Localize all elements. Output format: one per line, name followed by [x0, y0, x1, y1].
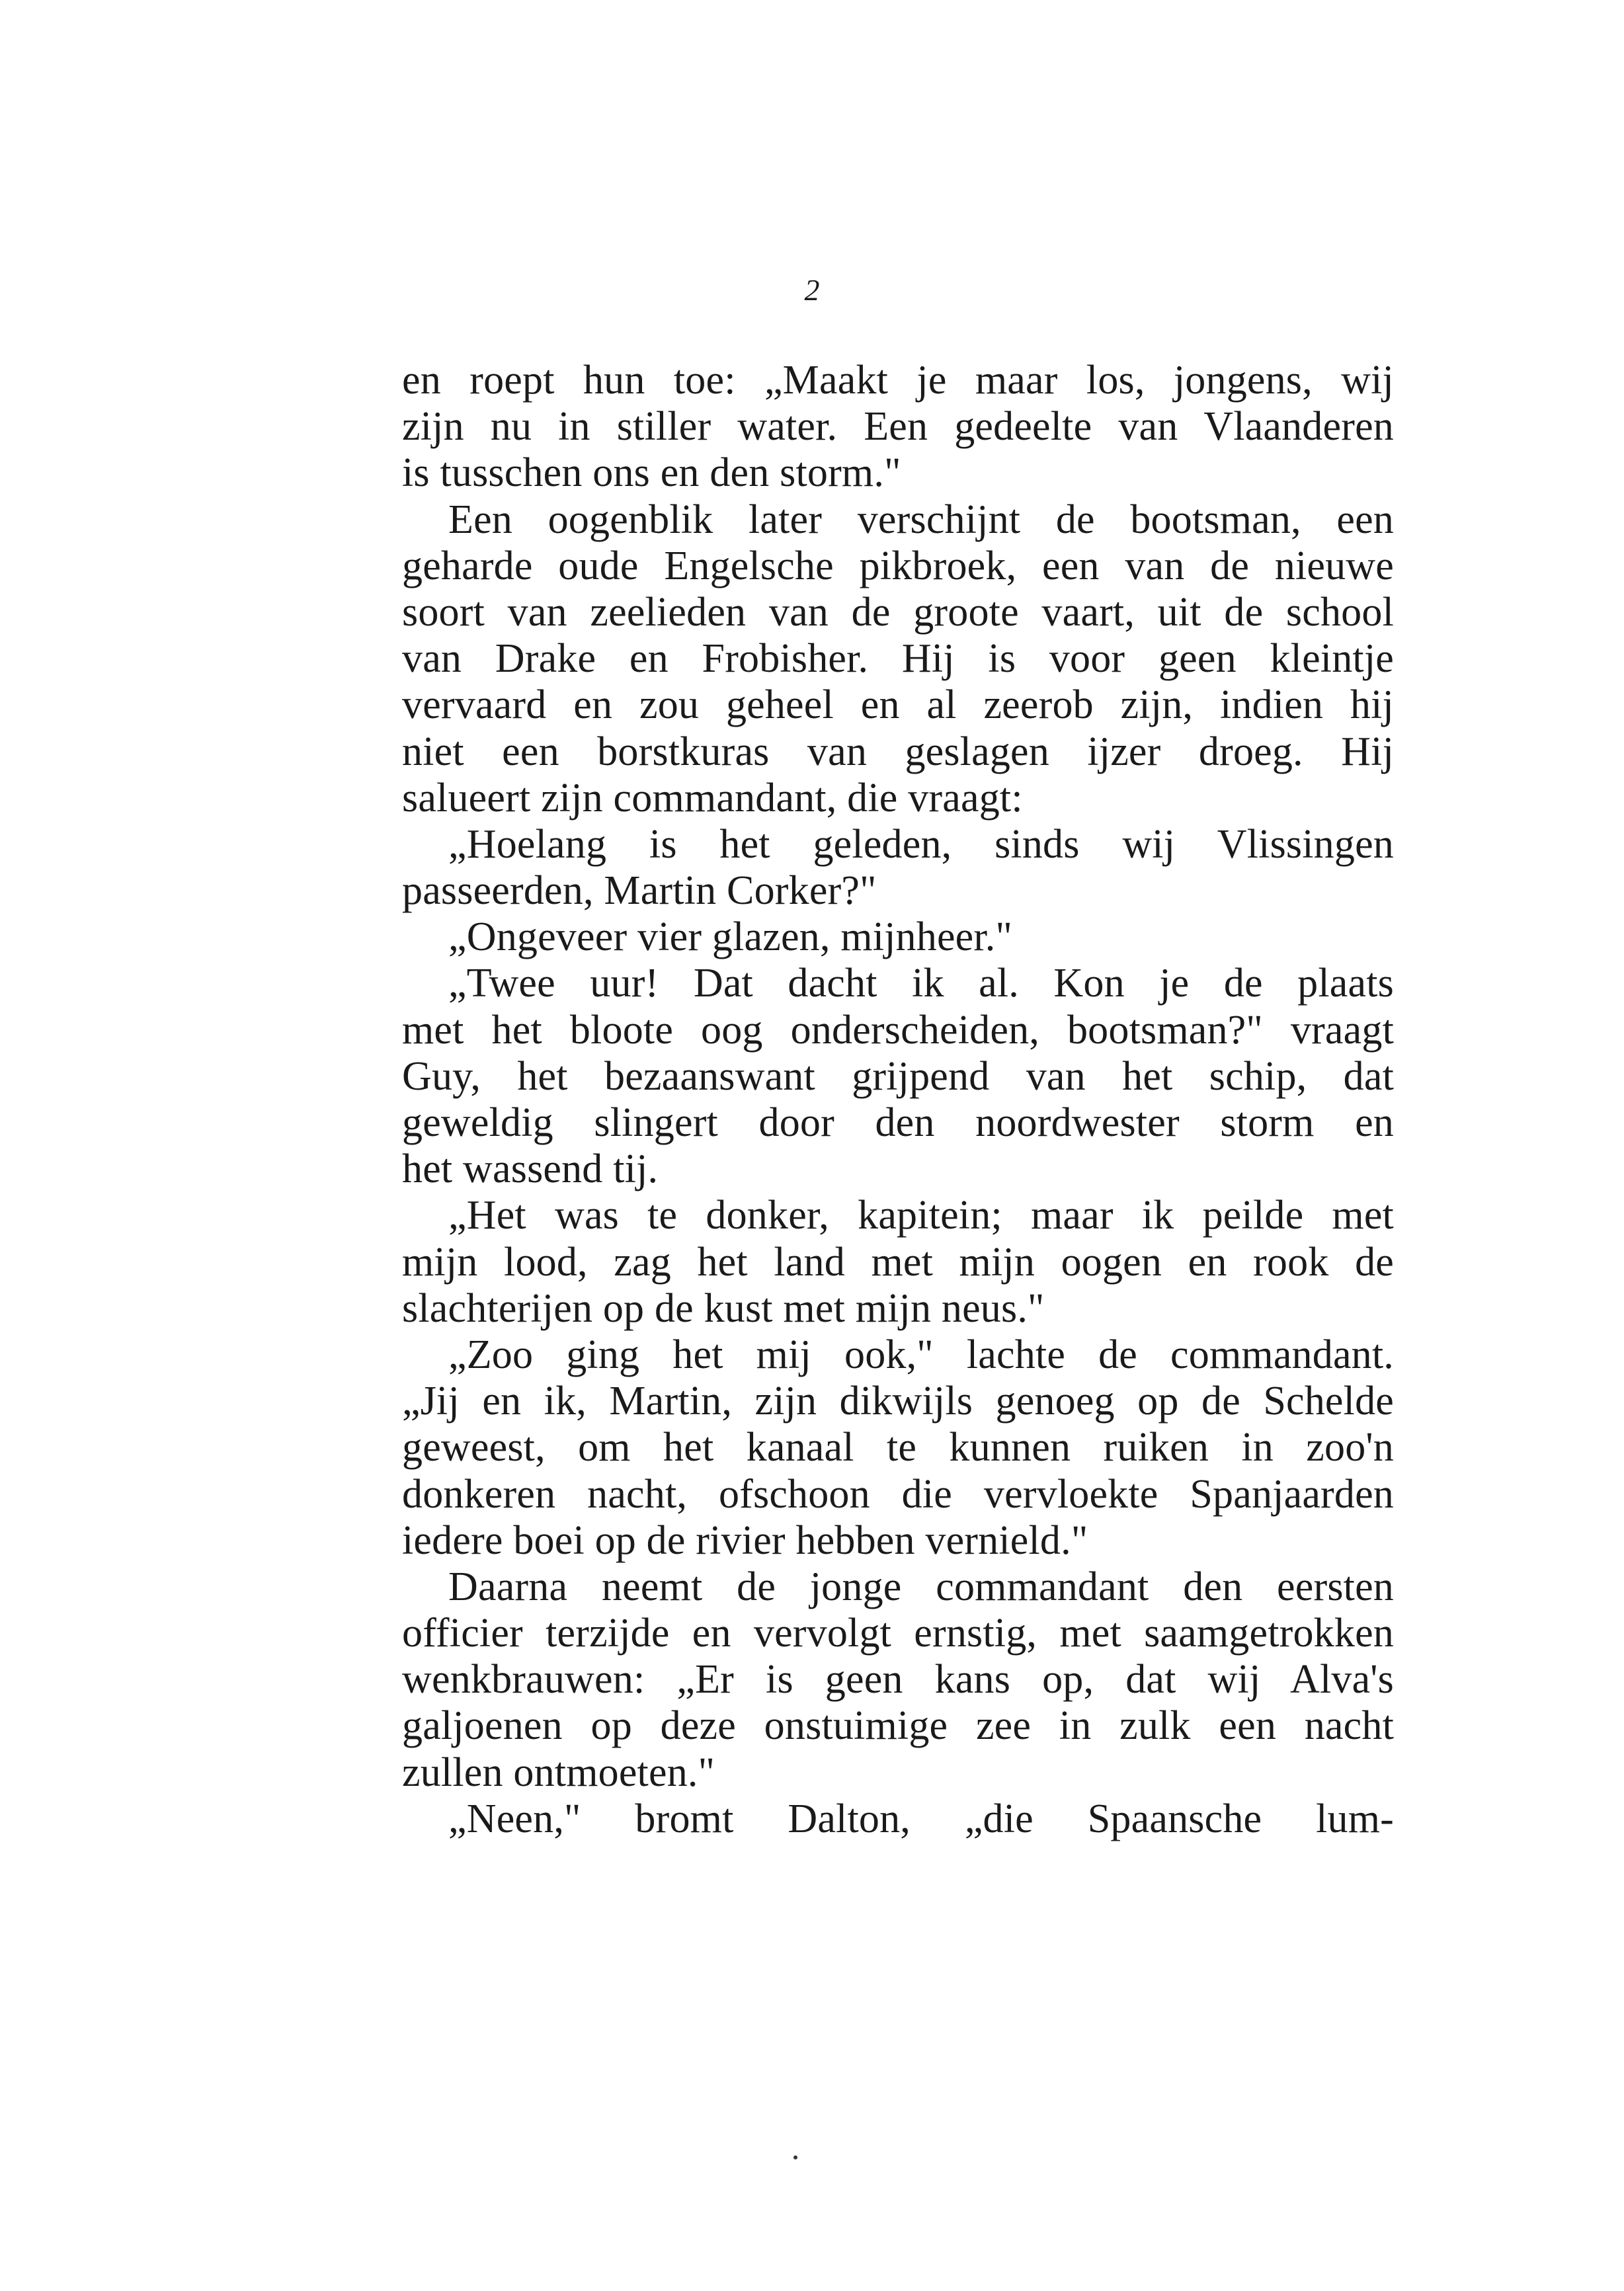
text-line: „Zoo ging het mij ook," lachte de commandant.: [448, 1332, 1394, 1377]
text-line: iedere boei op de rivier hebben vernield.": [402, 1517, 1088, 1563]
text-line: passeerden, Martin Corker?": [402, 868, 877, 914]
text-line: met het bloote oog onderscheiden, bootsman?" vraagt: [402, 1007, 1394, 1053]
text-line: niet een borstkuras van geslagen ijzer droeg. Hij: [402, 729, 1394, 774]
text-line: „Ongeveer vier glazen, mijnheer.": [448, 914, 1013, 960]
body-text: [402, 357, 1394, 1842]
text-line: Daarna neemt de jonge commandant den eersten: [448, 1564, 1394, 1609]
text-line: „Jij en ik, Martin, zijn dikwijls genoeg op de Schelde: [402, 1379, 1394, 1424]
text-line: officier terzijde en vervolgt ernstig, met saamgetrokken: [402, 1611, 1394, 1656]
text-line: „Neen," bromt Dalton, „die Spaansche lum-: [448, 1796, 1394, 1841]
text-line: geweldig slingert door den noordwester storm en: [402, 1100, 1394, 1145]
text-line: „Twee uur! Dat dacht ik al. Kon je de plaats: [448, 961, 1394, 1006]
page-number: 2: [804, 273, 820, 307]
text-line: zijn nu in stiller water. Een gedeelte van Vlaanderen: [402, 404, 1394, 450]
text-line: en roept hun toe: „Maakt je maar los, jongens, wij: [402, 358, 1394, 403]
text-line: „Hoelang is het geleden, sinds wij Vlissingen: [448, 821, 1394, 867]
text-line: donkeren nacht, ofschoon die vervloekte Spanjaarden: [402, 1471, 1394, 1517]
text-line: vervaard en zou geheel en al zeerob zijn, indien hij: [402, 682, 1394, 728]
text-line: salueert zijn commandant, die vraagt:: [402, 775, 1023, 821]
print-speck: [793, 2155, 797, 2159]
text-line: is tusschen ons en den storm.": [402, 450, 901, 496]
text-line: mijn lood, zag het land met mijn oogen en rook de: [402, 1239, 1394, 1285]
text-line: Guy, het bezaanswant grijpend van het schip, dat: [402, 1053, 1394, 1099]
text-line: galjoenen op deze onstuimige zee in zulk een nacht: [402, 1703, 1394, 1749]
text-line: het wassend tij.: [402, 1146, 659, 1192]
text-line: zullen ontmoeten.": [402, 1749, 715, 1795]
text-line: „Het was te donker, kapitein; maar ik peilde met: [448, 1193, 1394, 1238]
text-line: geharde oude Engelsche pikbroek, een van de nieuwe: [402, 543, 1394, 588]
text-line: Een oogenblik later verschijnt de bootsman, een: [448, 497, 1394, 542]
text-line: van Drake en Frobisher. Hij is voor geen kleintje: [402, 636, 1394, 682]
text-line: soort van zeelieden van de groote vaart, uit de school: [402, 589, 1394, 635]
text-line: wenkbrauwen: „Er is geen kans op, dat wij Alva's: [402, 1657, 1394, 1703]
text-line: slachterijen op de kust met mijn neus.": [402, 1285, 1045, 1331]
text-line: geweest, om het kanaal te kunnen ruiken in zoo'n: [402, 1425, 1394, 1470]
